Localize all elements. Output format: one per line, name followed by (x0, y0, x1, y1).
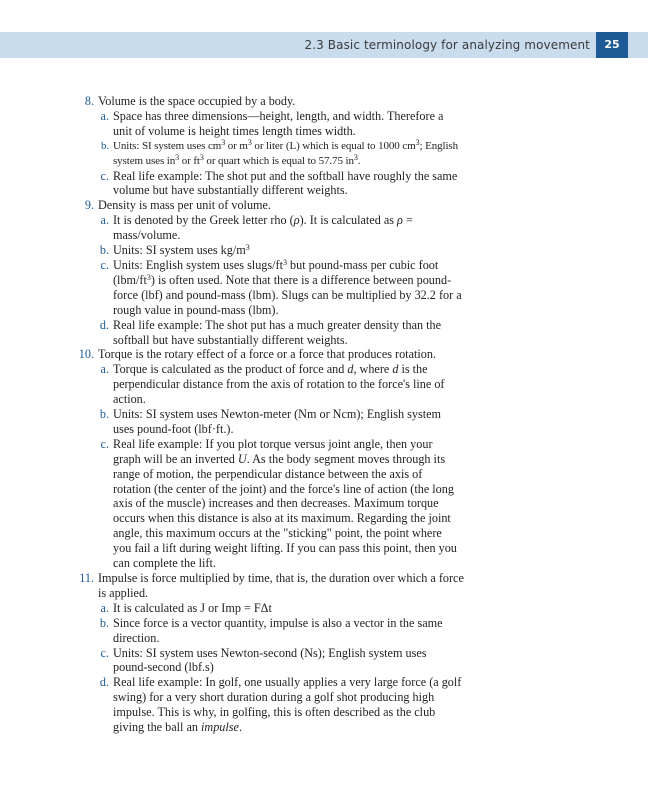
sub-item (0, 362, 462, 407)
sub-letter: a. (100, 108, 109, 123)
sub-item (0, 616, 462, 646)
sub-letter: c. (100, 645, 109, 660)
running-header (0, 32, 648, 58)
sub-text: Real life example: The shot put and the softball have roughly the same volume but have substantially different weights. (113, 168, 458, 198)
list-item-8 (0, 94, 474, 109)
list-item-11 (0, 571, 474, 601)
sub-text: It is denoted by the Greek letter rho (ρ). It is calculated as ρ = mass/volume. (113, 213, 413, 243)
sub-text: Real life example: The shot put has a much greater density than the softball but have substantially different weights. (113, 317, 442, 347)
sub-text: Units: SI system uses $cm^3$ or $m^3$ or liter (L) which is equal to 1000 $cm^3$; English system uses $in^3$ or $ft^3$ or quart which is equal to 57.75 $in^3$. (113, 137, 459, 167)
sub-letter: a. (100, 362, 109, 377)
sub-item (0, 213, 462, 243)
sub-letter: a. (100, 213, 109, 228)
sub-item (0, 258, 462, 318)
sub-item (0, 437, 462, 571)
sub-text: Since force is a vector quantity, impulse is also a vector in the same direction. (113, 615, 443, 645)
item-text: Density is mass per unit of volume. (98, 198, 271, 213)
sub-text: It is calculated as J or Imp = FΔt (113, 600, 272, 615)
sub-text: Units: English system uses slugs/$ft^3$ but pound-mass per cubic foot $(lbm/ft^3)$ is often used. Note that there is a difference between pound-force (lbf) and pound-mass (lbm). Slugs can be multiplied by 32.2 for a rough value in pound-mass (lbm). (113, 257, 462, 317)
sub-letter: c. (100, 257, 109, 272)
sub-text: Units: SI system uses Newton-meter (Nm or Ncm); English system uses pound-foot (lbf·ft.). (113, 407, 442, 436)
sub-item (0, 109, 462, 139)
item-number: 9. (84, 198, 94, 213)
sub-item (0, 407, 462, 437)
sub-letter: c. (100, 436, 109, 451)
sub-letter: b. (99, 243, 109, 258)
sub-text: Real life example: In golf, one usually applies a very large force (a golf swing) for a very short duration during a golf shot producing high impulse. This is why, in golfing, this is often described as the club giving the ball an impulse. (113, 675, 462, 735)
sub-item (0, 646, 462, 676)
sub-text: Space has three dimensions—height, length, and width. Therefore a unit of volume is height times length times width. (113, 108, 444, 138)
sub-item (0, 318, 462, 348)
sub-text: Units: SI system uses Newton-second (Ns); English system uses pound-second (lbf.s) (113, 645, 427, 675)
sub-letter: a. (100, 600, 109, 615)
sub-letter: b. (99, 615, 109, 630)
page-number: 25 (596, 32, 628, 58)
sub-letter: c. (100, 168, 109, 183)
item-number: 10. (78, 347, 94, 362)
list-item-9 (0, 198, 474, 213)
sub-item (0, 243, 462, 258)
sub-letter: d. (99, 317, 109, 332)
sub-letter: d. (99, 675, 109, 690)
page-body (0, 94, 648, 735)
item-number: 11. (79, 571, 94, 585)
sub-item (0, 139, 462, 169)
item-text: Volume is the space occupied by a body. (98, 94, 296, 108)
list-item-10 (0, 347, 474, 362)
sub-letter: b. (100, 139, 109, 152)
item-number: 8. (84, 94, 94, 108)
item-text: Impulse is force multiplied by time, that is, the duration over which a force is applied. (98, 571, 464, 600)
sub-letter: b. (99, 407, 109, 422)
sub-item (0, 675, 462, 735)
sub-item (0, 601, 462, 616)
sub-text: Torque is calculated as the product of force and d, where d is the perpendicular distance from the axis of rotation to the force's line of action. (113, 362, 445, 407)
item-text: Torque is the rotary effect of a force or a force that produces rotation. (98, 347, 436, 362)
section-title: 2.3 Basic terminology for analyzing movement (304, 38, 590, 52)
sub-text: Real life example: If you plot torque versus joint angle, then your graph will be an inverted U. As the body segment moves through its range of motion, the perpendicular distance between the axis of rotation (the center of the joint) and the force's line of action (the long axis of the muscle) increases and then decreases. Maximum torque occurs when this distance is also at its maximum. Regarding the joint angle, this maximum occurs at the "sticking" point, the point where you fail a lift during weight lifting. If you can pass this point, then you can complete the lift. (113, 436, 457, 571)
sub-text: Units: SI system uses $kg/m^3$ (113, 243, 250, 258)
sub-item (0, 169, 462, 199)
